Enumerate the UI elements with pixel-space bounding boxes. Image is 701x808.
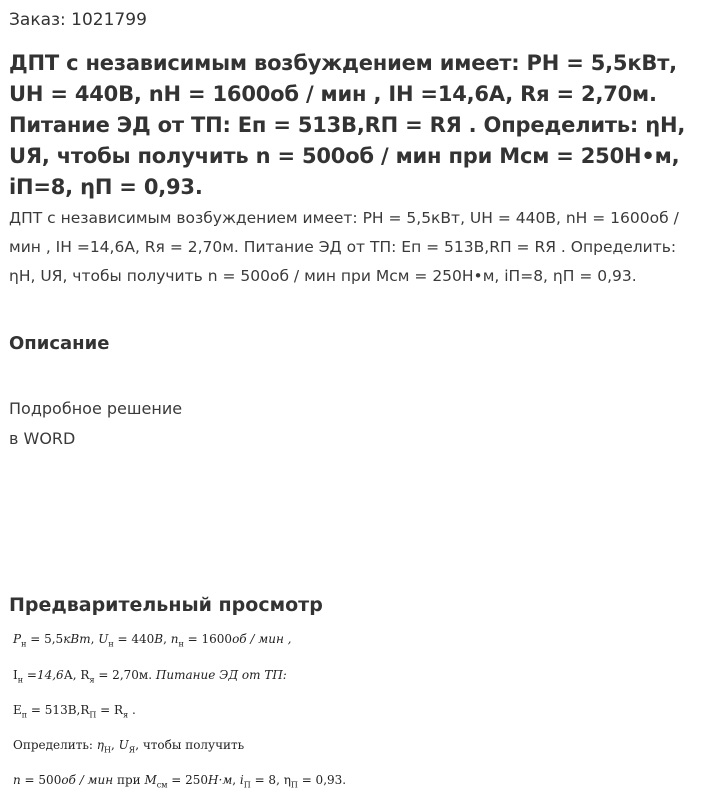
preview-token: , (232, 773, 240, 787)
preview-token: U (98, 632, 109, 646)
preview-line-3 (13, 703, 136, 719)
preview-subscript: н (108, 639, 114, 649)
preview-token: Питание ЭД от ТП: (155, 668, 287, 682)
preview-token: = 0,93. (297, 773, 347, 787)
preview-subscript: я (123, 710, 129, 720)
preview-token: = 440 (113, 632, 155, 646)
preview-subscript: П (243, 780, 251, 790)
preview-token: об / мин , (232, 632, 292, 646)
preview-token: В (154, 632, 164, 646)
preview-token: M (144, 773, 157, 787)
preview-token: = 513В,R (27, 703, 90, 717)
preview-token: = 500 (20, 773, 62, 787)
preview-token: , (90, 632, 99, 646)
preview-subscript: П (89, 710, 97, 720)
preview-token: U (118, 738, 129, 752)
preview-token: = 1600 (183, 632, 233, 646)
preview-subscript: я (89, 675, 95, 685)
preview-token: при (113, 773, 145, 787)
preview-subscript: н (21, 639, 27, 649)
preview-token: n (170, 632, 179, 646)
description-heading: Описание (9, 333, 110, 354)
preview-subscript: см (156, 780, 168, 790)
order-number: Заказ: 1021799 (9, 10, 147, 30)
preview-token: = 250 (167, 773, 209, 787)
preview-token: = (23, 668, 37, 682)
preview-line-2 (13, 668, 287, 684)
preview-subscript: Я (128, 745, 136, 755)
preview-token: I (13, 668, 18, 682)
preview-token: = R (96, 703, 124, 717)
preview-token: = 5,5 (26, 632, 64, 646)
task-text: ДПТ с независимым возбуждением имеет: PH = 5,5кВт, UH = 440B, nH = 1600об / мин , IH =14,6A, Rя = 2,70м. Питание ЭД от ТП: Еп = 513В,RП = RЯ . Определить: ηН, UЯ, чтобы получить n = 500об / мин при Мсм = 250Н•м, iП=8, ηП = 0,93. (9, 209, 679, 285)
preview-token: , чтобы получить (135, 738, 245, 752)
preview-subscript: н (178, 639, 184, 649)
preview-token: Определить: (13, 738, 97, 752)
preview-token: 14,6 (36, 668, 64, 682)
preview-subscript: н (17, 675, 24, 685)
page-title: ДПТ с независимым возбуждением имеет: PH = 5,5кВт, UH = 440B, nH = 1600об / мин , IH =14,6A, Rя = 2,70м. Питание ЭД от ТП: Еп = 513В,RП = RЯ . Определить: ηН, UЯ, чтобы получить n = 500об / мин при Мсм = 250Н•м, iП=8, ηП = 0,93. (9, 51, 686, 199)
preview-token: = 8, η (250, 773, 291, 787)
preview-subscript: П (290, 780, 298, 790)
preview-token: = 2,70м. (94, 668, 156, 682)
preview-token: i (239, 773, 244, 787)
preview-token: n (13, 773, 21, 787)
description-line: Подробное решение (9, 399, 183, 418)
preview-line-4 (13, 738, 244, 754)
preview-heading: Предварительный просмотр (9, 594, 323, 616)
preview-token: А, R (63, 668, 90, 682)
preview-line-1 (13, 632, 292, 648)
preview-token: , (110, 738, 119, 752)
preview-token: , (163, 632, 171, 646)
preview-line-5 (13, 773, 346, 789)
preview-token: η (96, 738, 104, 752)
preview-token: об / мин (61, 773, 114, 787)
preview-token: E (13, 703, 22, 717)
description-text (9, 394, 182, 454)
preview-token: Н·м (208, 773, 233, 787)
preview-subscript: Н (103, 745, 111, 755)
description-line: в WORD (9, 429, 76, 448)
preview-token: кВт (63, 632, 91, 646)
preview-subscript: п (21, 710, 28, 720)
preview-token: . (128, 703, 136, 717)
preview-token: P (13, 632, 22, 646)
